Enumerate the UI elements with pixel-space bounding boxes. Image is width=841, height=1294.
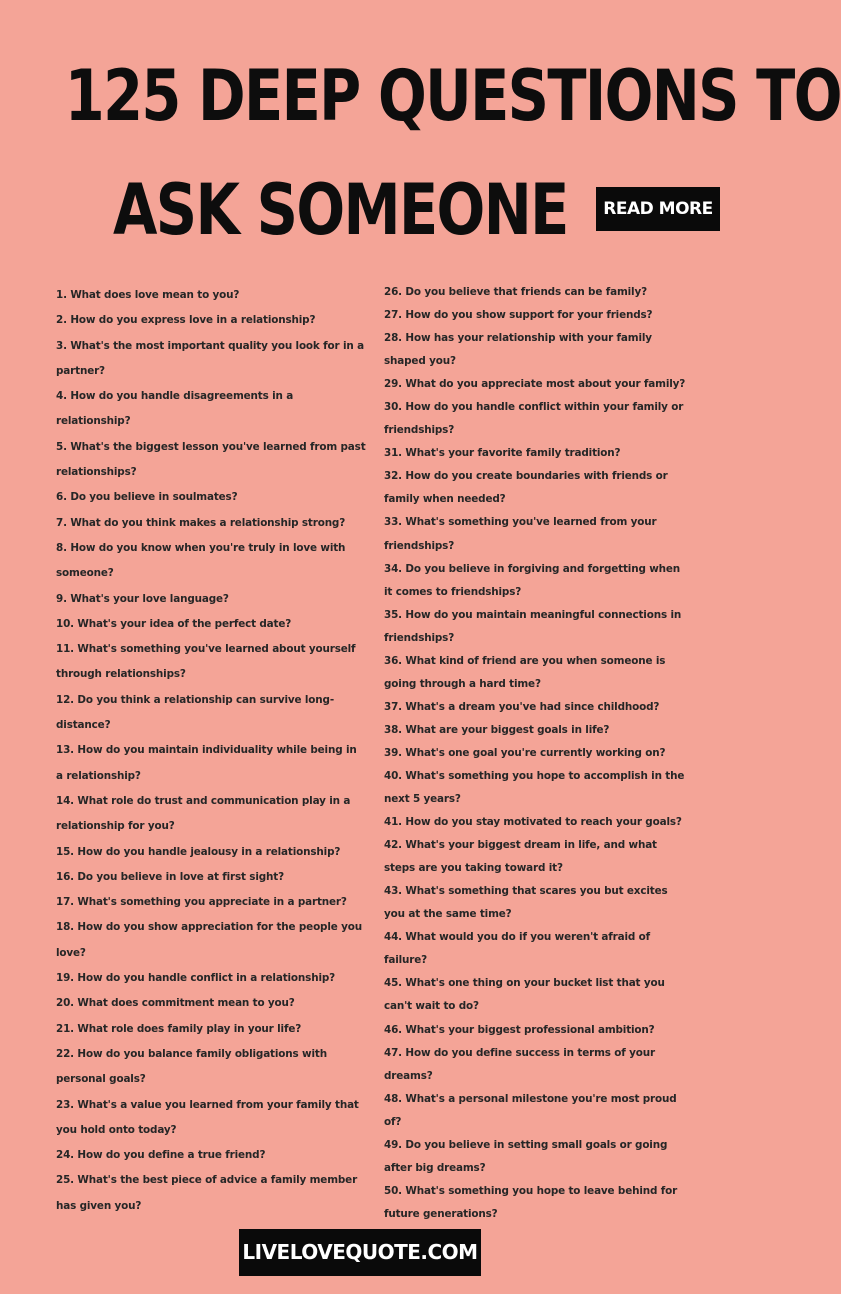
question-item: 4. How do you handle disagreements in a relationship? <box>56 390 294 428</box>
question-item: 6. Do you believe in soulmates? <box>56 491 238 504</box>
question-item: 46. What's your biggest professional ambition? <box>384 1023 655 1036</box>
question-item: 27. How do you show support for your friends? <box>384 309 653 322</box>
question-item: 23. What's a value you learned from your family that you hold onto today? <box>56 1098 359 1136</box>
question-item: 9. What's your love language? <box>56 592 229 605</box>
question-item: 12. Do you think a relationship can survive long-distance? <box>56 693 334 732</box>
question-item: 44. What would you do if you weren't afraid of failure? <box>384 931 651 967</box>
page-title-line-2: ASK SOMEONE <box>112 169 568 251</box>
question-item: 50. What's something you hope to leave behind for future generations? <box>384 1184 678 1220</box>
question-item: 28. How has your relationship with your family shaped you? <box>384 332 652 368</box>
question-item: 32. How do you create boundaries with friends or family when needed? <box>384 470 668 506</box>
question-item: 5. What's the biggest lesson you've learned from past relationships? <box>56 440 366 479</box>
question-item: 2. How do you express love in a relationship? <box>56 314 316 327</box>
question-item: 47. How do you define success in terms of your dreams? <box>384 1046 655 1082</box>
question-item: 30. How do you handle conflict within your family or friendships? <box>384 401 684 437</box>
page-title-line-1: 125 DEEP QUESTIONS TO <box>64 55 841 137</box>
questions-list-left <box>56 283 366 1219</box>
questions-list-right <box>384 281 690 1226</box>
question-item: 1. What does love mean to you? <box>56 289 240 301</box>
site-url-footer[interactable]: LIVELOVEQUOTE.COM <box>239 1229 481 1276</box>
question-item: 14. What role do trust and communication play in a relationship for you? <box>56 794 351 833</box>
question-item: 7. What do you think makes a relationship strong? <box>56 516 346 529</box>
question-item: 26. Do you believe that friends can be family? <box>384 286 647 298</box>
question-item: 40. What's something you hope to accomplish in the next 5 years? <box>384 769 685 806</box>
question-item: 10. What's your idea of the perfect date? <box>56 617 292 630</box>
question-item: 33. What's something you've learned from your friendships? <box>384 516 657 552</box>
question-item: 17. What's something you appreciate in a partner? <box>56 896 347 909</box>
question-item: 36. What kind of friend are you when someone is going through a hard time? <box>384 654 666 690</box>
question-item: 31. What's your favorite family tradition? <box>384 447 621 460</box>
question-item: 13. How do you maintain individuality while being in a relationship? <box>56 744 357 782</box>
question-item: 16. Do you believe in love at first sight? <box>56 870 284 883</box>
question-item: 21. What role does family play in your life? <box>56 1022 302 1035</box>
question-item: 15. How do you handle jealousy in a relationship? <box>56 845 341 858</box>
question-item: 29. What do you appreciate most about your family? <box>384 378 686 391</box>
question-item: 20. What does commitment mean to you? <box>56 997 295 1010</box>
question-item: 18. How do you show appreciation for the people you love? <box>56 921 362 959</box>
question-item: 35. How do you maintain meaningful connections in friendships? <box>384 608 682 644</box>
question-item: 48. What's a personal milestone you're most proud of? <box>384 1092 677 1128</box>
question-item: 24. How do you define a true friend? <box>56 1149 266 1162</box>
question-item: 38. What are your biggest goals in life? <box>384 723 610 736</box>
question-item: 19. How do you handle conflict in a relationship? <box>56 972 336 985</box>
question-item: 11. What's something you've learned about yourself through relationships? <box>56 643 356 681</box>
question-item: 42. What's your biggest dream in life, and what steps are you taking toward it? <box>384 839 657 875</box>
question-item: 39. What's one goal you're currently working on? <box>384 746 666 759</box>
question-item: 25. What's the best piece of advice a family member has given you? <box>56 1174 358 1212</box>
question-item: 49. Do you believe in setting small goals or going after big dreams? <box>384 1138 668 1174</box>
question-item: 45. What's one thing on your bucket list that you can't wait to do? <box>384 977 665 1013</box>
question-item: 37. What's a dream you've had since childhood? <box>384 700 660 713</box>
read-more-button[interactable]: READ MORE <box>596 187 720 231</box>
question-item: 22. How do you balance family obligations with personal goals? <box>56 1047 327 1086</box>
question-item: 41. How do you stay motivated to reach your goals? <box>384 816 682 829</box>
question-item: 43. What's something that scares you but excites you at the same time? <box>384 885 668 921</box>
question-item: 8. How do you know when you're truly in love with someone? <box>56 541 346 580</box>
question-item: 3. What's the most important quality you look for in a partner? <box>56 339 364 377</box>
question-item: 34. Do you believe in forgiving and forgetting when it comes to friendships? <box>384 562 681 598</box>
